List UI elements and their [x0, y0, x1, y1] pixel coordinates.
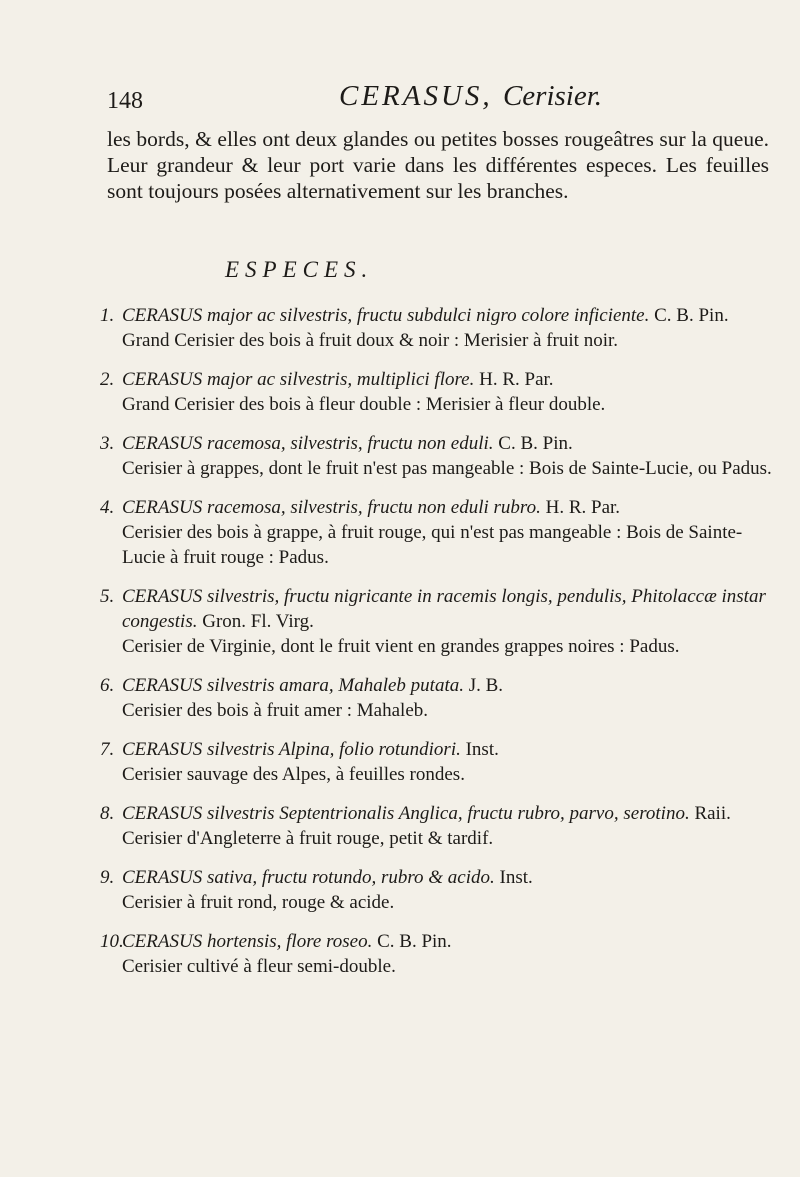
species-number: 1.	[100, 305, 115, 326]
species-latin-name: CERASUS silvestris Septentrionalis Anglica, fructu rubro, parvo, serotino.	[122, 803, 690, 824]
species-latin-name: CERASUS racemosa, silvestris, fructu non eduli.	[122, 433, 494, 454]
species-entry-10	[100, 929, 780, 979]
species-latin-name: CERASUS major ac silvestris, multiplici flore.	[122, 369, 475, 390]
species-authority: Gron. Fl. Virg.	[202, 611, 314, 632]
species-number: 5.	[100, 586, 115, 607]
species-entry-2	[100, 367, 780, 417]
species-french-name: Grand Cerisier des bois à fleur double : Merisier à fleur double.	[122, 394, 606, 415]
species-latin-name: CERASUS major ac silvestris, fructu subdulci nigro colore inficiente.	[122, 305, 650, 326]
species-authority: C. B. Pin.	[498, 433, 573, 454]
species-number: 8.	[100, 803, 115, 824]
species-number: 4.	[100, 497, 115, 518]
species-french-name: Cerisier à grappes, dont le fruit n'est pas mangeable : Bois de Sainte-Lucie, ou Padus.	[122, 458, 772, 479]
species-entry-8	[100, 801, 780, 851]
species-authority: Inst.	[499, 867, 533, 888]
species-authority: C. B. Pin.	[377, 931, 452, 952]
species-latin-name: CERASUS silvestris amara, Mahaleb putata.	[122, 675, 464, 696]
species-latin-name: CERASUS silvestris, fructu nigricante in racemis longis, pendulis, Phitolaccæ instar congestis.	[122, 586, 766, 632]
species-french-name: Cerisier d'Angleterre à fruit rouge, petit & tardif.	[122, 828, 494, 849]
species-number: 9.	[100, 867, 115, 888]
species-latin-name: CERASUS sativa, fructu rotundo, rubro & acido.	[122, 867, 495, 888]
species-number: 2.	[100, 369, 115, 390]
species-entry-3	[100, 431, 780, 481]
species-entry-7	[100, 737, 780, 787]
species-entry-5	[100, 584, 780, 659]
page-number: 148	[107, 88, 143, 114]
species-number: 3.	[100, 433, 115, 454]
species-entry-4	[100, 495, 780, 570]
species-latin-name: CERASUS hortensis, flore roseo.	[122, 931, 373, 952]
species-authority: H. R. Par.	[545, 497, 621, 518]
species-french-name: Cerisier de Virginie, dont le fruit vient en grandes grappes noires : Padus.	[122, 636, 680, 657]
species-french-name: Cerisier sauvage des Alpes, à feuilles rondes.	[122, 764, 465, 785]
species-number: 10.	[100, 931, 124, 952]
species-authority: H. R. Par.	[479, 369, 554, 390]
species-french-name: Cerisier des bois à fruit amer : Mahaleb.	[122, 700, 429, 721]
running-title-main: CERASUS,	[339, 80, 493, 112]
species-latin-name: CERASUS racemosa, silvestris, fructu non eduli rubro.	[122, 497, 541, 518]
species-authority: C. B. Pin.	[654, 305, 729, 326]
section-heading: ESPECES.	[225, 257, 374, 282]
species-authority: Raii.	[694, 803, 731, 824]
species-french-name: Cerisier à fruit rond, rouge & acide.	[122, 892, 395, 913]
species-entry-1	[100, 303, 780, 353]
species-entry-6	[100, 673, 780, 723]
species-authority: Inst.	[465, 739, 499, 760]
species-authority: J. B.	[468, 675, 504, 696]
species-list	[100, 303, 780, 993]
species-french-name: Cerisier des bois à grappe, à fruit rouge, qui n'est pas mangeable : Bois de Sainte-Lucie à fruit rouge : Padus.	[122, 522, 743, 568]
running-head	[107, 80, 667, 120]
intro-paragraph: les bords, & elles ont deux glandes ou petites bosses rougeâtres sur la queue. Leur grandeur & leur port varie dans les différentes especes. Les feuilles sont toujours posées alternativement sur les branches.	[107, 127, 769, 203]
species-number: 6.	[100, 675, 115, 696]
species-latin-name: CERASUS silvestris Alpina, folio rotundiori.	[122, 739, 461, 760]
species-entry-9	[100, 865, 780, 915]
running-title	[339, 80, 602, 113]
species-number: 7.	[100, 739, 115, 760]
species-french-name: Grand Cerisier des bois à fruit doux & noir : Merisier à fruit noir.	[122, 330, 619, 351]
running-subtitle: Cerisier.	[502, 80, 603, 112]
species-french-name: Cerisier cultivé à fleur semi-double.	[122, 956, 396, 977]
